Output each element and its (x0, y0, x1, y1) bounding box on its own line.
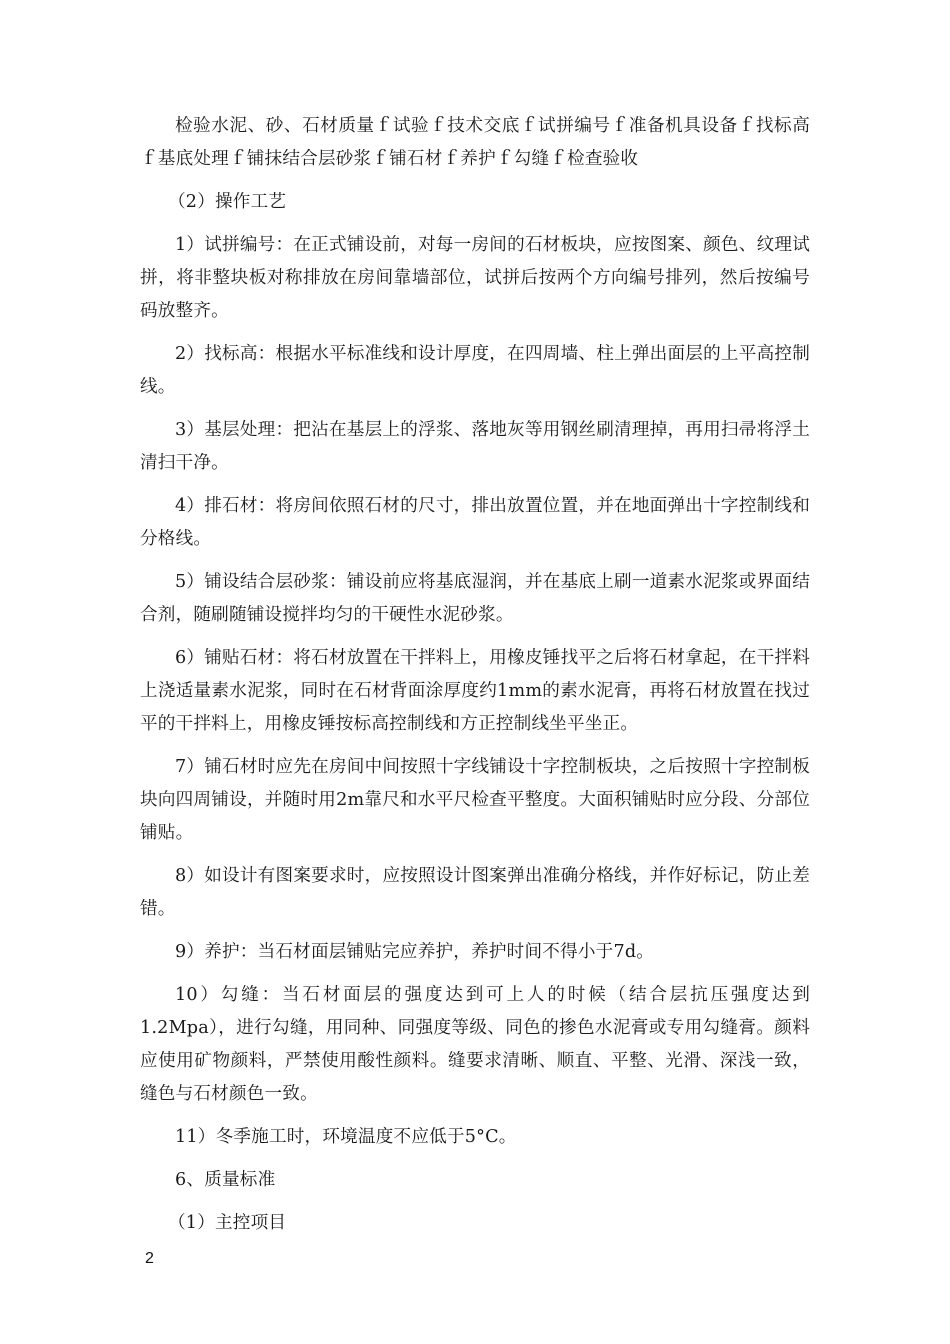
paragraph-arrange-stone: 4）排石材：将房间依照石材的尺寸，排出放置位置，并在地面弹出十字控制线和分格线。 (140, 496, 810, 549)
page-number: 2 (145, 1250, 154, 1267)
paragraph-find-elevation: 2）找标高：根据水平标准线和设计厚度，在四周墙、柱上弹出面层的上平高控制线。 (140, 344, 810, 397)
paragraph-trial-numbering: 1）试拼编号：在正式铺设前，对每一房间的石材板块，应按图案、颜色、纹理试拼，将非整块板对称排放在房间靠墙部位，试拼后按两个方向编号排列，然后按编号码放整齐。 (140, 235, 810, 321)
paragraph-jointing: 10）勾缝：当石材面层的强度达到可上人的时候（结合层抗压强度达到1.2Mpa），进行勾缝，用同种、同强度等级、同色的掺色水泥膏或专用勾缝膏。颜料应使用矿物颜料，严禁使用酸性颜料。缝要求清晰、顺直、平整、光滑、深浅一致，缝色与石材颜色一致。 (140, 985, 810, 1104)
paragraph-winter-construction: 11）冬季施工时，环境温度不应低于5°C。 (175, 1127, 517, 1147)
paragraph-laying-order: 7）铺石材时应先在房间中间按照十字线铺设十字控制板块，之后按照十字控制板块向四周铺设，并随时用2m靠尺和水平尺检查平整度。大面积铺贴时应分段、分部位铺贴。 (140, 757, 810, 843)
section-heading-operation-process: （2）操作工艺 (168, 192, 287, 212)
paragraph-laying-stone: 6）铺贴石材：将石材放置在干拌料上，用橡皮锤找平之后将石材拿起，在干拌料上浇适量素水泥浆，同时在石材背面涂厚度约1mm的素水泥膏，再将石材放置在找过平的干拌料上，用橡皮锤按标高控制线和方正控制线坐平坐正。 (140, 648, 810, 734)
section-heading-quality-standard: 6、质量标准 (175, 1170, 276, 1190)
section-heading-main-control-items: （1）主控项目 (168, 1213, 287, 1233)
paragraph-bonding-mortar: 5）铺设结合层砂浆：铺设前应将基底湿润，并在基底上刷一道素水泥浆或界面结合剂，随刷随铺设搅拌均匀的干硬性水泥砂浆。 (140, 572, 810, 625)
document-body (140, 110, 810, 1250)
paragraph-base-treatment: 3）基层处理：把沾在基层上的浮浆、落地灰等用钢丝刷清理掉，再用扫帚将浮土清扫干净。 (140, 420, 810, 473)
paragraph-pattern-requirement: 8）如设计有图案要求时，应按照设计图案弹出准确分格线，并作好标记，防止差错。 (140, 866, 810, 919)
paragraph-process-flow: 检验水泥、砂、石材质量ｆ试验ｆ技术交底ｆ试拼编号ｆ准备机具设备ｆ找标高ｆ基底处理ｆ铺抹结合层砂浆ｆ铺石材ｆ养护ｆ勾缝ｆ检查验收 (140, 116, 810, 169)
paragraph-curing: 9）养护：当石材面层铺贴完应养护，养护时间不得小于7d。 (175, 942, 655, 962)
